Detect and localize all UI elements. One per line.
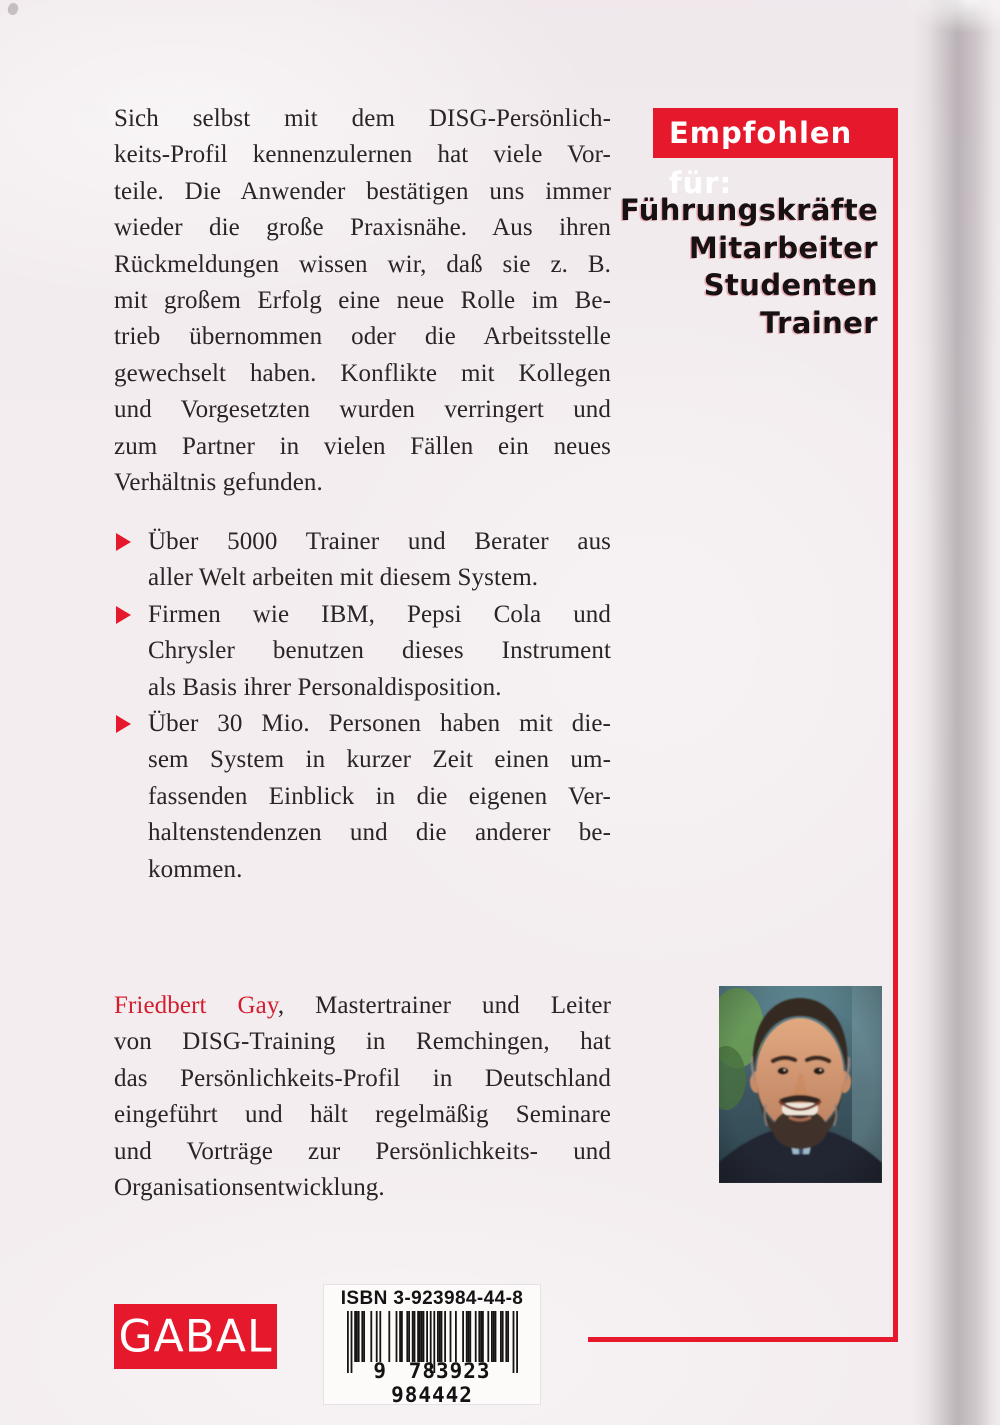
ean-digits: 9 783923 984442	[373, 1359, 491, 1407]
text-line: eingeführt und hält regelmäßig Seminare	[114, 1101, 611, 1129]
page-edge-highlight	[880, 0, 1000, 90]
text-line: kommen.	[148, 855, 243, 883]
recommended-banner	[653, 108, 898, 200]
accent-rule-vertical	[893, 157, 898, 1341]
recommended-item: Trainer	[760, 305, 878, 340]
text-line: keits-Profil kennenzulernen hat viele Vor-	[114, 141, 611, 169]
text-line: aller Welt arbeiten mit diesem System.	[148, 564, 539, 592]
text-line: wieder die große Praxisnähe. Aus ihren	[114, 214, 611, 242]
text-line: teile. Die Anwender bestätigen uns immer	[114, 177, 611, 205]
paper-speck	[6, 2, 19, 17]
text-line: sem System in kurzer Zeit einen um-	[148, 746, 611, 774]
accent-rule-horizontal	[588, 1337, 898, 1342]
text-line: und Vorträge zur Persönlichkeits- und	[114, 1137, 611, 1165]
recommended-item: Mitarbeiter	[688, 230, 878, 265]
text-line: von DISG-Training in Remchingen, hat	[114, 1028, 611, 1056]
text-line: als Basis ihrer Personaldisposition.	[148, 673, 502, 701]
text-line: Sich selbst mit dem DISG-Persönlich-	[114, 105, 611, 132]
bullet-arrow-icon	[116, 606, 131, 624]
author-name: Friedbert Gay	[114, 992, 278, 1019]
bullet-text	[148, 597, 611, 706]
bullet-item	[114, 597, 611, 706]
text-line: trieb übernommen oder die Arbeitsstelle	[114, 323, 611, 351]
text-line: Firmen wie IBM, Pepsi Cola und	[148, 600, 611, 628]
publisher-logo-label: GABAL	[118, 1309, 273, 1362]
bullet-arrow-icon	[116, 533, 131, 551]
recommended-item: Führungskräfte	[620, 193, 879, 227]
author-photo	[719, 986, 882, 1183]
publisher-logo	[114, 1304, 277, 1369]
text-line: haltenstendenzen und die anderer be-	[148, 819, 611, 847]
text-line: mit großem Erfolg eine neue Rolle im Be-	[114, 287, 611, 315]
bullet-item	[114, 706, 611, 888]
recommended-list	[620, 192, 878, 342]
recommended-banner-label: Empfohlen für:	[669, 116, 853, 200]
text-line: Über 30 Mio. Personen haben mit die-	[148, 710, 611, 738]
bullet-item	[114, 524, 611, 597]
bullet-arrow-icon	[116, 715, 131, 733]
text-line: und Vorgesetzten wurden verringert und	[114, 396, 611, 424]
text-line: Organisationsentwicklung.	[114, 1174, 385, 1202]
text-line: Verhältnis gefunden.	[114, 469, 323, 497]
author-first-line-rest: , Mastertrainer und Leiter	[277, 992, 611, 1019]
text-line: Über 5000 Trainer und Berater aus	[148, 528, 611, 555]
text-line: zum Partner in vielen Fällen ein neues	[114, 432, 611, 460]
author-first-line	[114, 988, 611, 1024]
text-line: das Persönlichkeits-Profil in Deutschland	[114, 1064, 611, 1092]
bullet-list	[114, 524, 611, 888]
isbn-panel	[324, 1285, 540, 1407]
recommended-item: Studenten	[703, 268, 878, 302]
isbn-label: ISBN 3-923984-44-8	[340, 1288, 524, 1309]
bullet-text	[148, 524, 611, 597]
author-paragraph	[114, 988, 611, 1206]
text-line: gewechselt haben. Konflikte mit Kollegen	[114, 359, 611, 387]
text-line: fassenden Einblick in die eigenen Ver-	[148, 782, 611, 810]
text-line: Rückmeldungen wissen wir, daß sie z. B.	[114, 250, 611, 278]
text-line: Chrysler benutzen dieses Instrument	[148, 637, 611, 665]
intro-paragraph	[114, 101, 611, 501]
author-lines	[114, 1024, 611, 1206]
bullet-text	[148, 706, 611, 888]
page-edge-shadow	[912, 0, 1000, 1425]
